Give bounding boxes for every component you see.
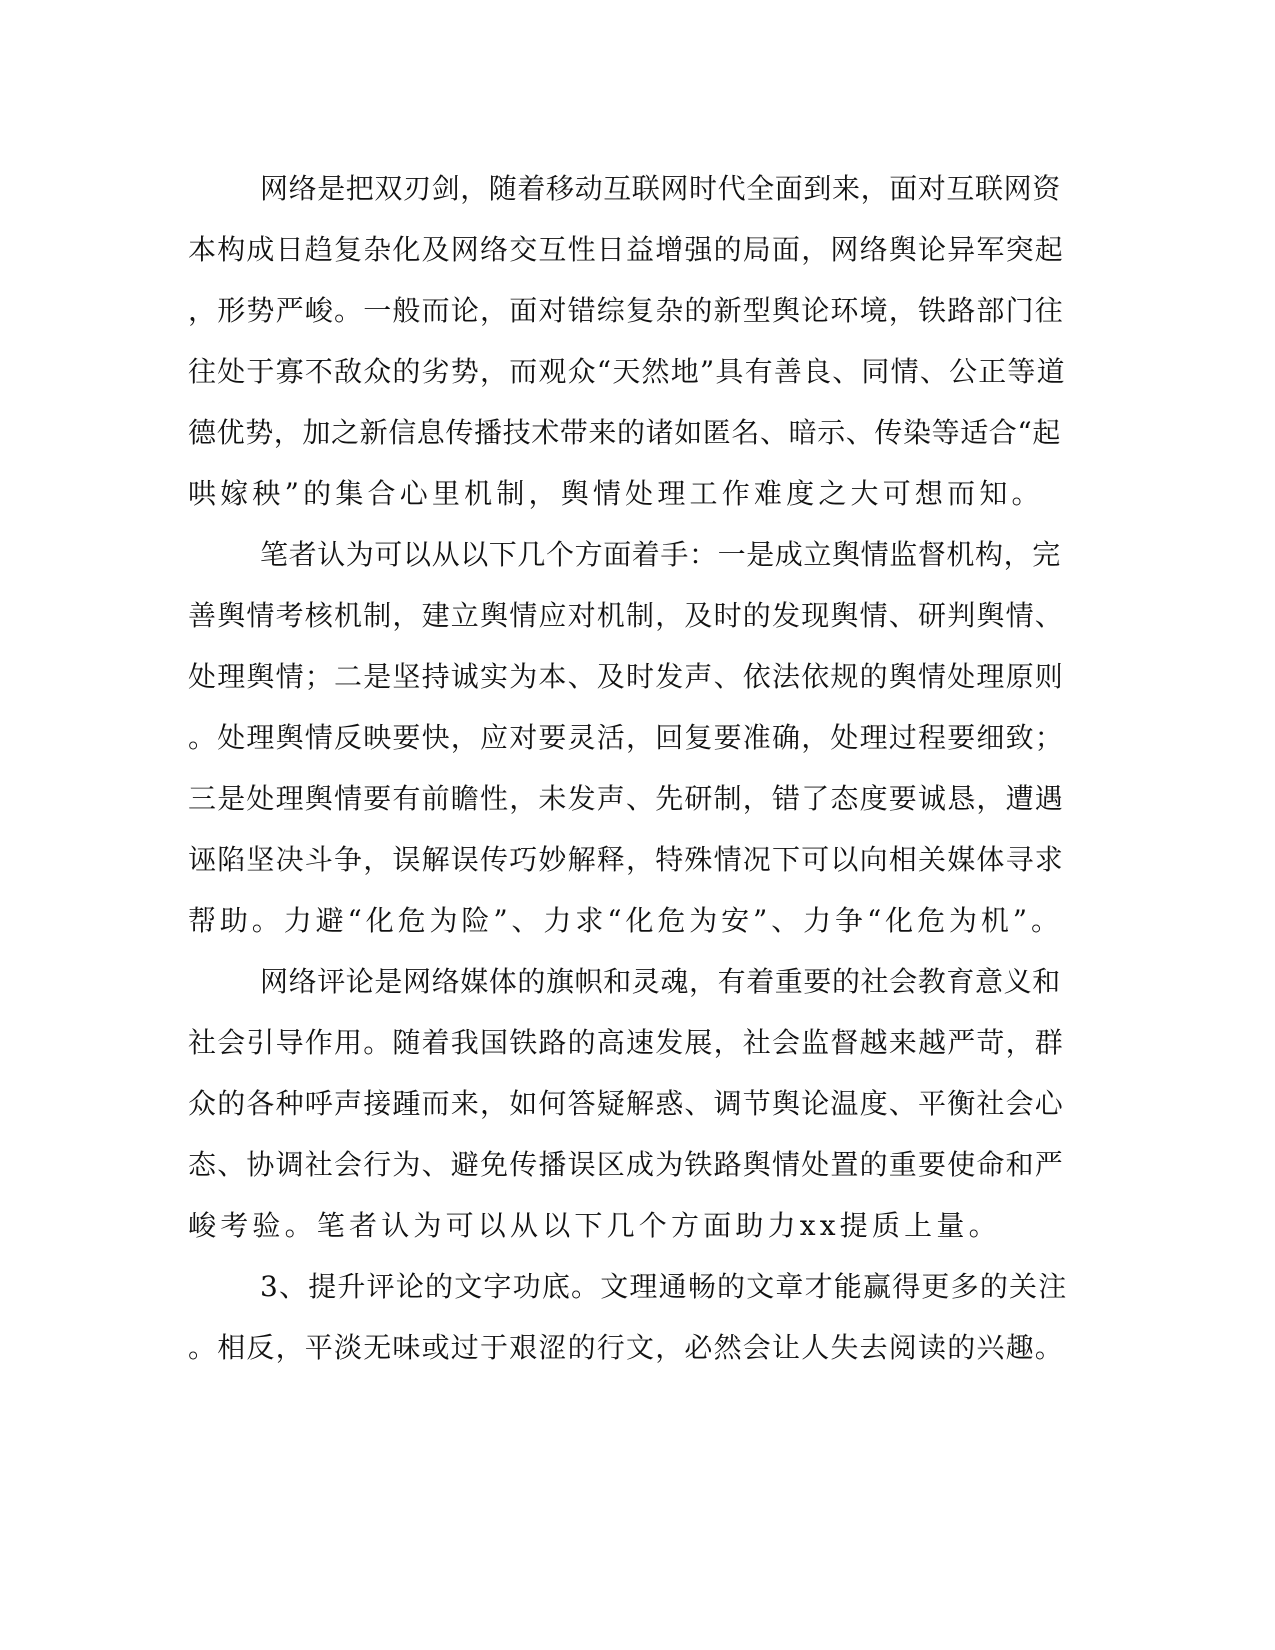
paragraph-line: 网络评论是网络媒体的旗帜和灵魂，有着重要的社会教育意义和 <box>260 965 1061 998</box>
paragraph-line: 峻考验。笔者认为可以从以下几个方面助力xx提质上量。 <box>188 1209 1001 1242</box>
document-body <box>188 158 1068 1378</box>
paragraph-line: 往处于寡不敌众的劣势，而观众“天然地”具有善良、同情、公正等道 <box>188 355 1066 388</box>
paragraph-line: 态、协调社会行为、避免传播误区成为铁路舆情处置的重要使命和严 <box>188 1148 1065 1181</box>
paragraph-line: ，形势严峻。一般而论，面对错综复杂的新型舆论环境，铁路部门往 <box>188 294 1065 327</box>
paragraph-line: 笔者认为可以从以下几个方面着手：一是成立舆情监督机构，完 <box>260 538 1061 571</box>
paragraph-line: 众的各种呼声接踵而来，如何答疑解惑、调节舆论温度、平衡社会心 <box>188 1087 1065 1120</box>
paragraph-1 <box>188 158 1068 524</box>
paragraph-2 <box>188 524 1068 951</box>
paragraph-line: 德优势，加之新信息传播技术带来的诸如匿名、暗示、传染等适合“起 <box>188 416 1061 449</box>
paragraph-line: 处理舆情；二是坚持诚实为本、及时发声、依法依规的舆情处理原则 <box>188 660 1065 693</box>
paragraph-line: 网络是把双刃剑，随着移动互联网时代全面到来，面对互联网资 <box>260 172 1061 205</box>
paragraph-4 <box>188 1256 1068 1378</box>
paragraph-3 <box>188 951 1068 1256</box>
paragraph-line: 社会引导作用。随着我国铁路的高速发展，社会监督越来越严苛，群 <box>188 1026 1065 1059</box>
paragraph-line: 。处理舆情反映要快，应对要灵活，回复要准确，处理过程要细致； <box>188 721 1065 754</box>
paragraph-line: 善舆情考核机制，建立舆情应对机制，及时的发现舆情、研判舆情、 <box>188 599 1065 632</box>
paragraph-line: 3、提升评论的文字功底。文理通畅的文章才能赢得更多的关注 <box>260 1270 1068 1303</box>
paragraph-line: 哄嫁秧”的集合心里机制，舆情处理工作难度之大可想而知。 <box>188 477 1044 510</box>
paragraph-line: 。相反，平淡无味或过于艰涩的行文，必然会让人失去阅读的兴趣。 <box>188 1331 1065 1364</box>
paragraph-line: 诬陷坚决斗争，误解误传巧妙解释，特殊情况下可以向相关媒体寻求 <box>188 843 1065 876</box>
paragraph-line: 帮助。力避“化危为险”、力求“化危为安”、力争“化危为机”。 <box>188 904 1063 937</box>
paragraph-line: 三是处理舆情要有前瞻性，未发声、先研制，错了态度要诚恳，遭遇 <box>188 782 1065 815</box>
paragraph-line: 本构成日趋复杂化及网络交互性日益增强的局面，网络舆论异军突起 <box>188 233 1065 266</box>
